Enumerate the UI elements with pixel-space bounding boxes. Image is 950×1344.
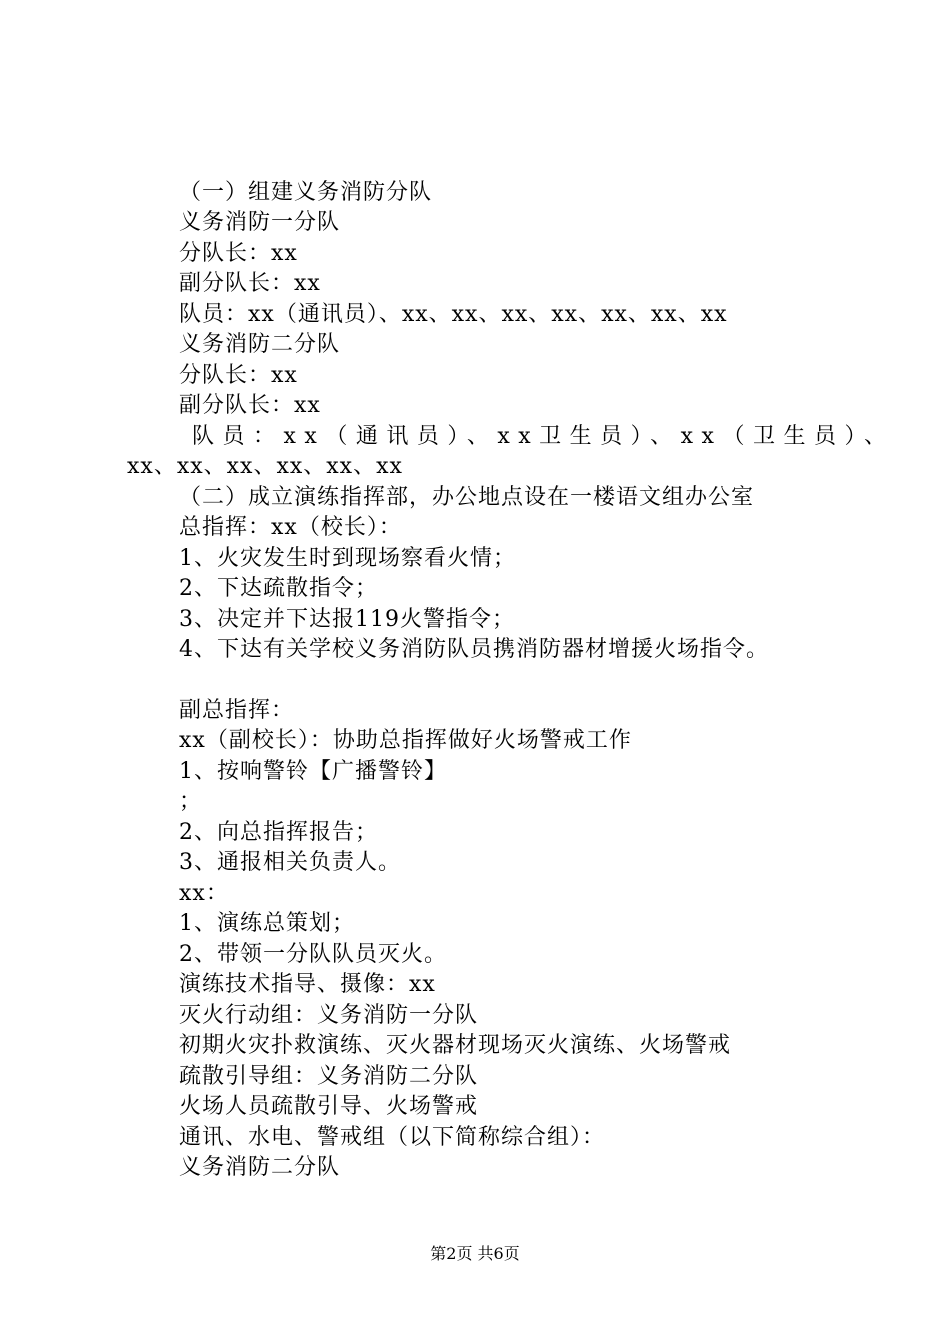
page-number-footer: 第2页 共6页	[430, 1244, 520, 1263]
comprehensive-group-team: 义务消防二分队	[179, 1155, 341, 1180]
team-2-members: 队员：xx（通讯员）、xx卫生员）、xx（卫生员）、	[192, 424, 895, 449]
list-item: 3、通报相关负责人。	[179, 850, 401, 875]
team-1-members: 队员：xx（通讯员）、xx、xx、xx、xx、xx、xx、xx	[179, 302, 728, 327]
list-item-continued: ；	[179, 789, 203, 814]
deputy-commander-desc: xx（副校长）：协助总指挥做好火场警戒工作	[179, 728, 632, 753]
team-2-title: 义务消防二分队	[179, 332, 341, 357]
list-item: 1、火灾发生时到现场察看火情；	[179, 546, 516, 571]
planner-title: xx：	[179, 881, 229, 906]
list-item: 3、决定并下达报119火警指令；	[179, 607, 515, 632]
team-1-deputy-leader: 副分队长：xx	[179, 271, 321, 296]
tech-guidance: 演练技术指导、摄像：xx	[179, 972, 436, 997]
team-2-deputy-leader: 副分队长：xx	[179, 393, 321, 418]
section-heading-1: （一）组建义务消防分队	[179, 180, 433, 205]
section-heading-2: （二）成立演练指挥部，办公地点设在一楼语文组办公室	[179, 485, 755, 510]
evacuation-group: 疏散引导组：义务消防二分队	[179, 1064, 479, 1089]
evacuation-group-desc: 火场人员疏散引导、火场警戒	[179, 1094, 479, 1119]
list-item: 2、下达疏散指令；	[179, 576, 378, 601]
list-item: 2、向总指挥报告；	[179, 820, 378, 845]
team-2-leader: 分队长：xx	[179, 363, 298, 388]
team-2-members-continued: xx、xx、xx、xx、xx、xx	[127, 454, 403, 479]
list-item: 1、演练总策划；	[179, 911, 355, 936]
firefighting-group: 灭火行动组：义务消防一分队	[179, 1003, 479, 1028]
list-item: 1、按响警铃【广播警铃】	[179, 759, 447, 784]
list-item: 2、带领一分队队员灭火。	[179, 942, 447, 967]
team-1-leader: 分队长：xx	[179, 241, 298, 266]
list-item: 4、下达有关学校义务消防队员携消防器材增援火场指令。	[179, 637, 769, 662]
commander-title: 总指挥：xx（校长）：	[179, 515, 402, 540]
comprehensive-group: 通讯、水电、警戒组（以下简称综合组）：	[179, 1125, 606, 1150]
firefighting-group-desc: 初期火灾扑救演练、灭火器材现场灭火演练、火场警戒	[179, 1033, 732, 1058]
deputy-commander-title: 副总指挥：	[179, 698, 295, 723]
team-1-title: 义务消防一分队	[179, 210, 341, 235]
